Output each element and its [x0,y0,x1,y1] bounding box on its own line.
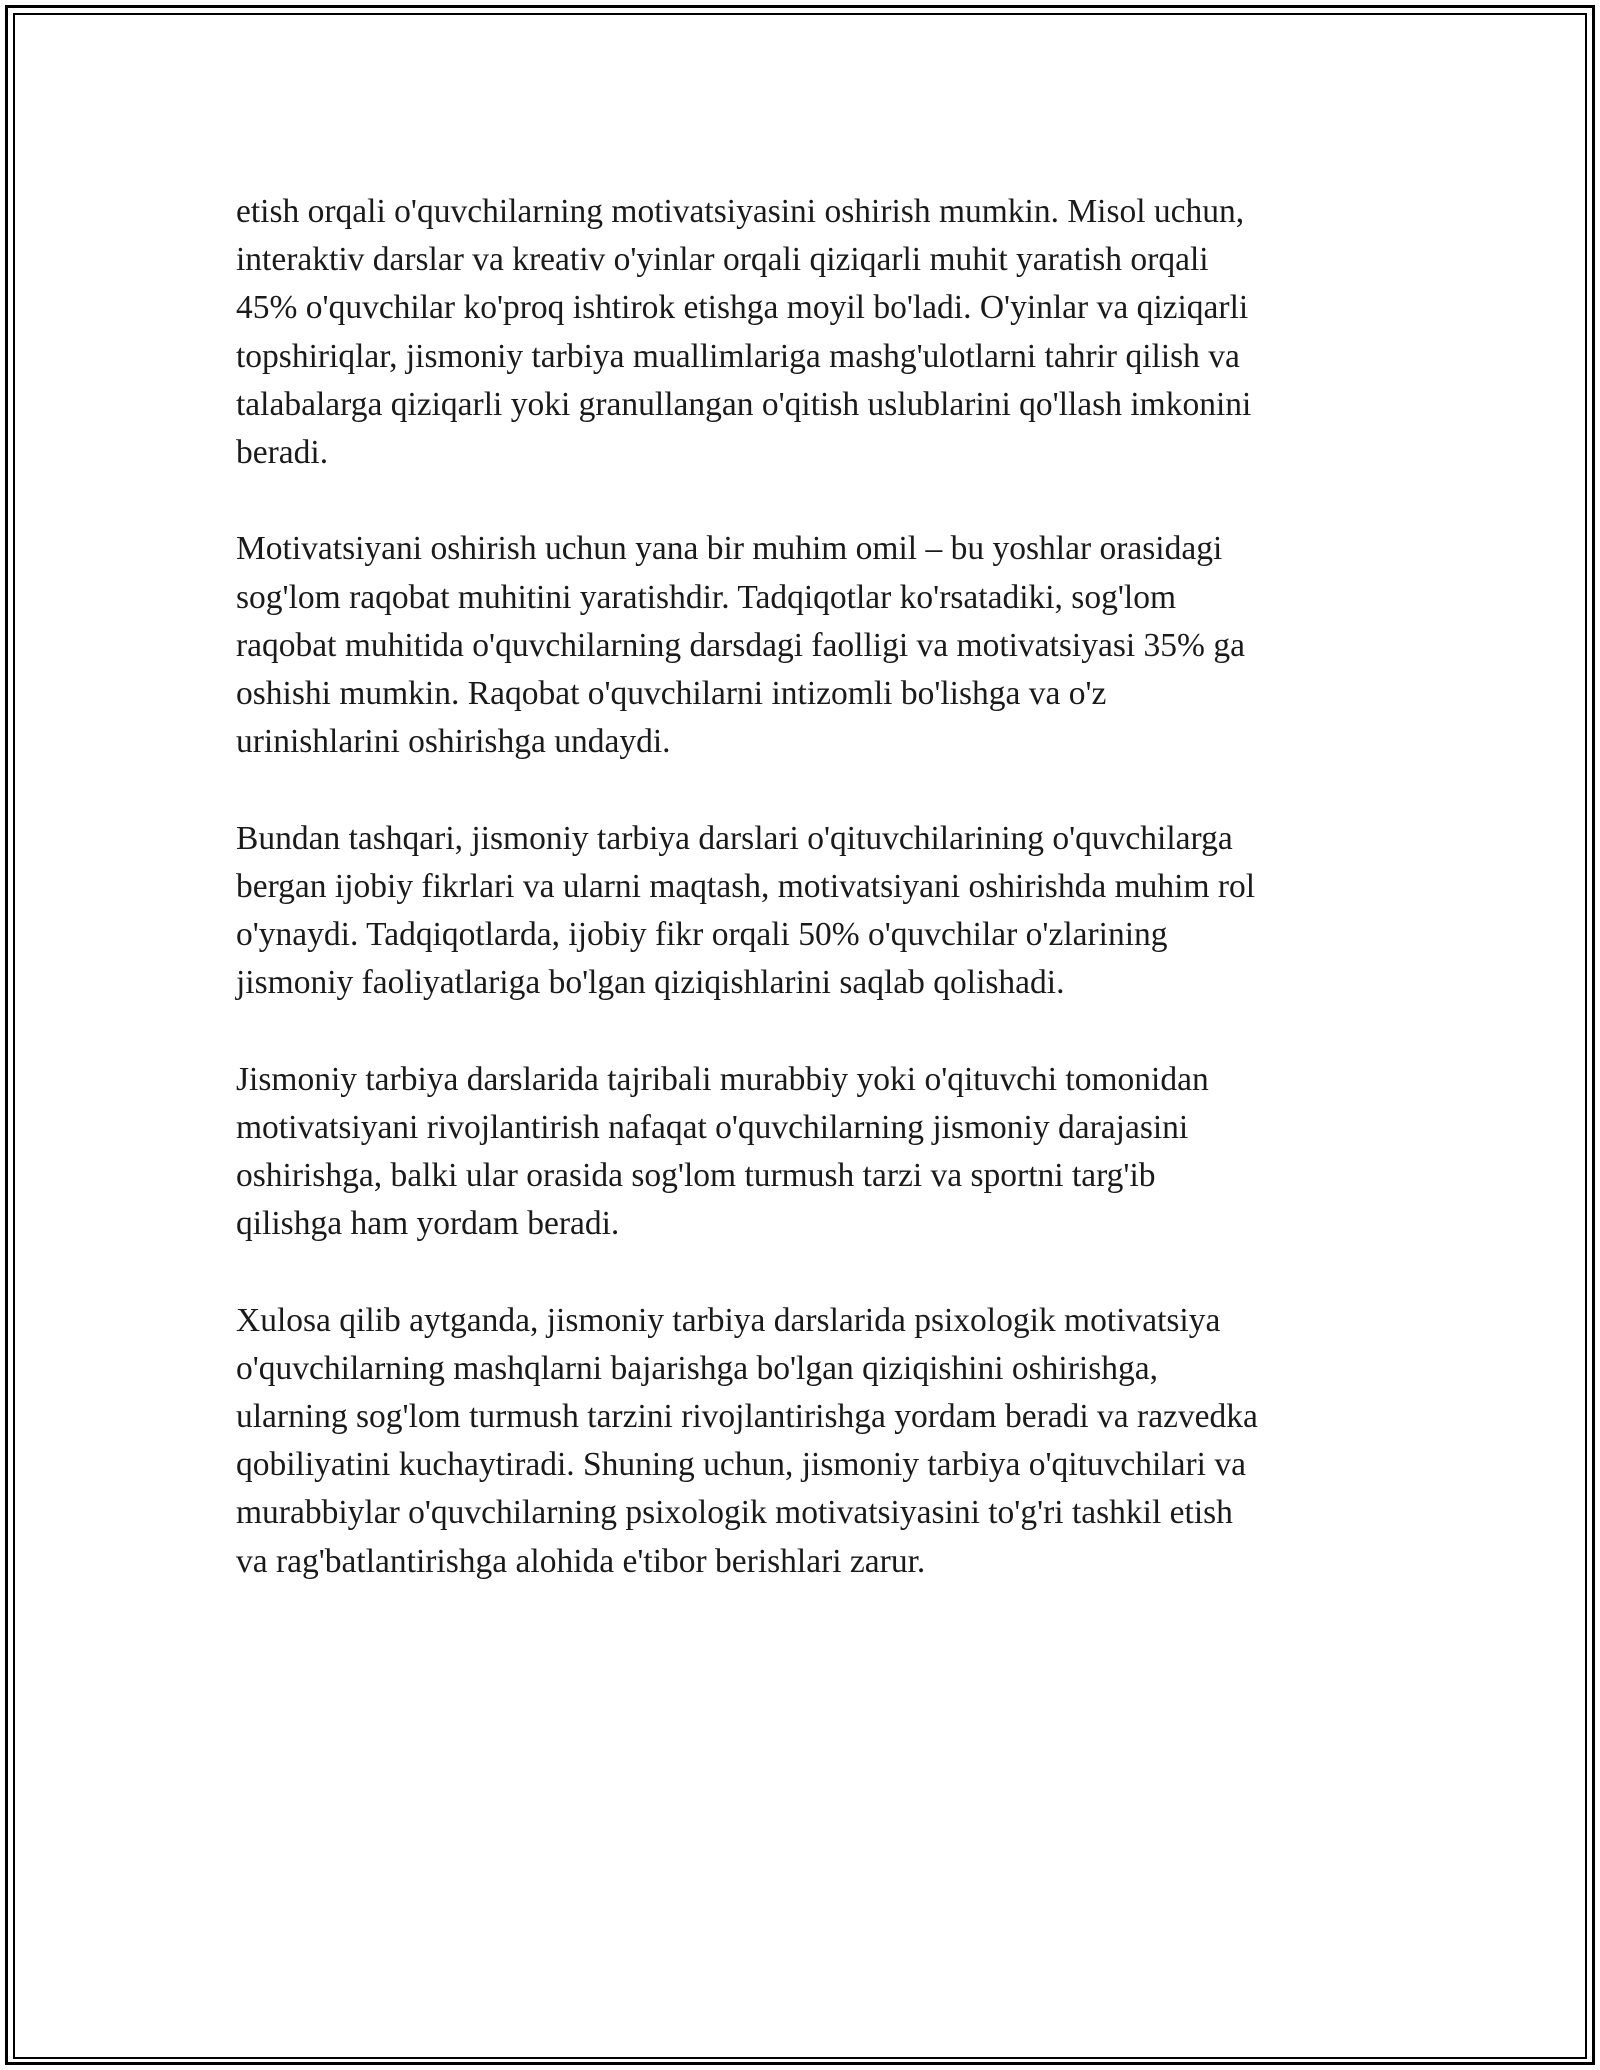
paragraph-1 [236,188,1364,477]
text-line: ularning sog'lom turmush tarzini rivojlantirishga yordam beradi va razvedka [236,1398,1258,1436]
text-line: oshirishga, balki ular orasida sog'lom turmush tarzi va sportni targ'ib [236,1157,1156,1195]
text-line: motivatsiyani rivojlantirish nafaqat o'quvchilarning jismoniy darajasini [236,1108,1189,1146]
text-line: qobiliyatini kuchaytiradi. Shuning uchun, jismoniy tarbiya o'qituvchilari va [236,1446,1246,1484]
text-line: o'ynaydi. Tadqiqotlarda, ijobiy fikr orqali 50% o'quvchilar o'zlarining [236,916,1168,954]
paragraph-2 [236,525,1364,766]
text-line: raqobat muhitida o'quvchilarning darsdagi faolligi va motivatsiyasi 35% ga [236,626,1245,664]
text-line: qilishga ham yordam beradi. [236,1205,620,1243]
paragraph-3 [236,815,1364,1008]
text-line: Xulosa qilib aytganda, jismoniy tarbiya darslarida psixologik motivatsiya [236,1301,1221,1339]
text-line: Motivatsiyani oshirish uchun yana bir muhim omil – bu yoshlar orasidagi [236,530,1223,568]
text-line: interaktiv darslar va kreativ o'yinlar orqali qiziqarli muhit yaratish orqali [236,241,1209,279]
paragraph-5 [236,1297,1364,1586]
document-body [236,188,1364,1634]
text-line: oshishi mumkin. Raqobat o'quvchilarni intizomli bo'lishga va o'z [236,675,1107,713]
text-line: jismoniy faoliyatlariga bo'lgan qiziqishlarini saqlab qolishadi. [236,964,1065,1002]
text-line: 45% o'quvchilar ko'proq ishtirok etishga moyil bo'ladi. O'yinlar va qiziqarli [236,289,1249,327]
text-line: murabbiylar o'quvchilarning psixologik motivatsiyasini to'g'ri tashkil etish [236,1494,1233,1532]
text-line: Jismoniy tarbiya darslarida tajribali murabbiy yoki o'qituvchi tomonidan [236,1060,1209,1098]
text-line: urinishlarini oshirishga undaydi. [236,723,671,761]
text-line: bergan ijobiy fikrlari va ularni maqtash, motivatsiyani oshirishda muhim rol [236,867,1256,905]
text-line: etish orqali o'quvchilarning motivatsiyasini oshirish mumkin. Misol uchun, [236,193,1245,230]
text-line: va rag'batlantirishga alohida e'tibor berishlari zarur. [236,1542,926,1580]
text-line: o'quvchilarning mashqlarni bajarishga bo'lgan qiziqishini oshirishga, [236,1349,1158,1387]
text-line: Bundan tashqari, jismoniy tarbiya darslari o'qituvchilarining o'quvchilarga [236,819,1233,857]
paragraph-4 [236,1056,1364,1249]
text-line: topshiriqlar, jismoniy tarbiya muallimlariga mashg'ulotlarni tahrir qilish va [236,337,1240,375]
text-line: sog'lom raqobat muhitini yaratishdir. Tadqiqotlar ko'rsatadiki, sog'lom [236,578,1176,616]
text-line: beradi. [236,434,329,472]
text-line: talabalarga qiziqarli yoki granullangan o'qitish uslublarini qo'llash imkonini [236,385,1252,423]
